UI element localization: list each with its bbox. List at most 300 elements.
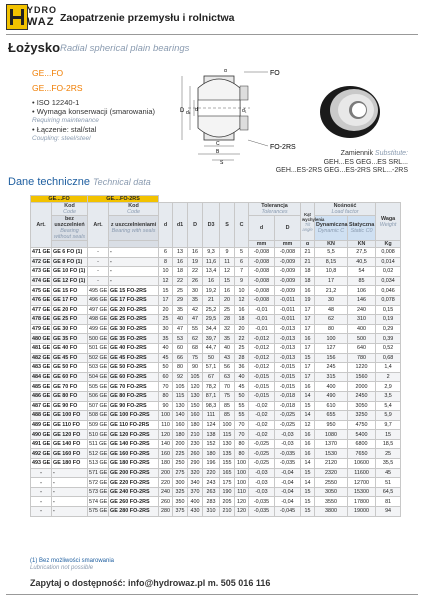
table-cell: 5 <box>235 248 249 258</box>
dim-dk-label: dₖ <box>186 110 191 116</box>
feature-item-en: Coupling: steel/steel <box>32 135 91 142</box>
table-cell: 315 <box>315 372 348 382</box>
table-cell: -0,01 <box>249 305 275 315</box>
table-cell: 400 <box>188 497 203 507</box>
table-cell: 0,046 <box>376 286 401 296</box>
table-cell: 1,4 <box>376 363 401 373</box>
table-cell: 497 GE <box>89 306 108 313</box>
table-cell: 220 <box>159 478 173 488</box>
table-row <box>31 295 401 305</box>
table-cell: 513 GE <box>89 460 108 467</box>
table-cell: 640 <box>348 343 376 353</box>
table-cell: 196 <box>203 459 220 469</box>
table-cell: 106 <box>348 286 376 296</box>
table-cell: 30 <box>159 324 173 334</box>
table-cell: 160 <box>159 449 173 459</box>
feature-item-en: Requiring maintenance <box>32 117 99 124</box>
table-cell: 503 GE <box>89 364 108 371</box>
table-cell: - <box>109 248 159 258</box>
section-title-en: Technical data <box>93 177 151 187</box>
col-weight: Waga Weight <box>376 203 401 241</box>
table-cell: 175 <box>220 478 235 488</box>
table-cell: 22 <box>173 276 188 286</box>
table-cell: 100 <box>235 459 249 469</box>
table-cell: - <box>88 276 109 286</box>
table-cell: 17800 <box>348 497 376 507</box>
table-cell: - <box>88 257 109 267</box>
table-cell: 17 <box>159 295 173 305</box>
table-cell: 225 <box>173 449 188 459</box>
table-cell: GE 25 FO <box>52 315 88 325</box>
table-cell: - <box>31 468 52 478</box>
table-cell: 15 <box>159 286 173 296</box>
table-cell: - <box>52 507 88 517</box>
table-cell: 505 GE <box>89 383 108 390</box>
col-art: Art. <box>31 203 52 248</box>
table-cell: 15 <box>376 430 401 440</box>
table-cell: GE 6 FO (1) <box>52 248 88 258</box>
table-cell: 127 <box>315 343 348 353</box>
table-cell: 92 <box>173 372 188 382</box>
table-cell: 115 <box>173 391 188 401</box>
table-cell: GE 20 FO-2RS <box>109 305 159 315</box>
table-cell: -0,009 <box>275 276 301 286</box>
table-cell: 19,2 <box>203 286 220 296</box>
table-cell: GE 140 FO <box>52 439 88 449</box>
page-header <box>0 0 424 34</box>
table-cell: 15 <box>301 401 315 411</box>
table-cell: 156 <box>315 353 348 363</box>
table-cell: 2000 <box>348 382 376 392</box>
table-cell: 0,68 <box>376 353 401 363</box>
table-cell: GE 90 FO-2RS <box>109 401 159 411</box>
table-cell: 138 <box>203 430 220 440</box>
table-body <box>31 248 401 517</box>
table-cell: 160 <box>173 420 188 430</box>
section-title-pl: Dane techniczne <box>8 176 90 188</box>
table-row <box>31 305 401 315</box>
table-cell: 15300 <box>348 487 376 497</box>
table-cell: -0,01 <box>249 315 275 325</box>
table-cell: -0,015 <box>249 382 275 392</box>
table-cell: -0,035 <box>249 497 275 507</box>
table-cell: 51 <box>376 478 401 488</box>
table-cell: 40,5 <box>348 257 376 267</box>
table-cell: 28 <box>235 353 249 363</box>
table-cell: -0,008 <box>249 257 275 267</box>
table-cell: 120 <box>235 497 249 507</box>
col-kod: Kod Code <box>52 203 88 216</box>
table-cell: 19 <box>301 295 315 305</box>
table-cell: 489 GE <box>32 421 51 428</box>
table-cell: 16 <box>301 430 315 440</box>
table-cell: 370 <box>188 487 203 497</box>
dim-S-label: S <box>220 160 224 166</box>
table-cell: 16 <box>188 248 203 258</box>
table-cell: 11600 <box>348 468 376 478</box>
table-cell: 16 <box>301 439 315 449</box>
table-cell: 498 GE <box>89 316 108 323</box>
table-cell: 14 <box>301 391 315 401</box>
table-cell: 10,8 <box>315 267 348 277</box>
table-cell: 472 GE <box>32 258 51 265</box>
bearing-photo <box>316 80 386 140</box>
table-cell: 11,6 <box>203 257 220 267</box>
table-cell: 430 <box>188 507 203 517</box>
table-cell: -0,013 <box>275 324 301 334</box>
table-cell: 135 <box>220 449 235 459</box>
table-cell: 488 GE <box>32 412 51 419</box>
table-cell: - <box>109 257 159 267</box>
table-cell: GE 280 FO-2RS <box>109 507 159 517</box>
footnote-en: Lubrication not possible <box>30 565 94 571</box>
table-cell: GE 40 FO-2RS <box>109 343 159 353</box>
table-cell: 484 GE <box>32 374 51 381</box>
table-cell: 34,4 <box>203 324 220 334</box>
table-cell: GE 200 FO-2RS <box>109 468 159 478</box>
table-cell: GE 17 FO-2RS <box>109 295 159 305</box>
product-code: GE...FO-2RS <box>32 83 83 93</box>
table-cell: -0,025 <box>275 420 301 430</box>
table-cell: 63 <box>220 372 235 382</box>
table-cell: 11 <box>220 257 235 267</box>
unit-kg: Kg <box>376 241 401 248</box>
table-cell: 310 <box>348 315 376 325</box>
col-C: C <box>235 203 249 248</box>
table-cell: 495 GE <box>89 287 108 294</box>
table-row <box>31 343 401 353</box>
table-cell: 12 <box>220 267 235 277</box>
company-tagline: Zaopatrzenie przemysłu i rolnictwa <box>60 12 235 24</box>
table-row <box>31 372 401 382</box>
table-cell: -0,008 <box>249 286 275 296</box>
table-row <box>31 507 401 517</box>
table-cell: - <box>52 487 88 497</box>
table-cell: 485 GE <box>32 383 51 390</box>
table-cell: 17 <box>301 324 315 334</box>
table-cell: - <box>109 267 159 277</box>
table-cell: 60 <box>159 372 173 382</box>
table-cell: -0,015 <box>275 372 301 382</box>
table-cell: 220 <box>203 468 220 478</box>
table-cell: GE 220 FO-2RS <box>109 478 159 488</box>
table-cell: 35 <box>220 334 235 344</box>
table-cell: 507 GE <box>89 402 108 409</box>
table-cell: 16 <box>220 286 235 296</box>
table-cell: 509 GE <box>89 421 108 428</box>
table-cell: 10 <box>159 267 173 277</box>
col-load: Nośność Load factor <box>315 203 376 216</box>
table-cell: GE 10 FO (1) <box>52 267 88 277</box>
table-row <box>31 487 401 497</box>
table-cell: GE 40 FO <box>52 343 88 353</box>
feature-list <box>32 98 155 143</box>
table-cell: 205 <box>220 497 235 507</box>
table-row <box>31 267 401 277</box>
table-cell: 1220 <box>348 363 376 373</box>
table-cell: 19 <box>188 257 203 267</box>
table-cell: GE 50 FO <box>52 363 88 373</box>
col-static: Statyczna Static C0 <box>348 216 376 241</box>
table-cell: 17 <box>301 305 315 315</box>
table-row <box>31 468 401 478</box>
table-cell: 9,7 <box>376 420 401 430</box>
table-cell: -0,018 <box>275 391 301 401</box>
unit-deg: α <box>301 241 315 248</box>
table-cell: 146 <box>348 295 376 305</box>
table-cell: 16 <box>301 334 315 344</box>
table-cell: 491 GE <box>32 441 51 448</box>
feature-item: • ISO 12240-1 <box>32 98 80 107</box>
substitute-line: GEH...ES GEG...ES SRL... <box>323 158 408 166</box>
feature-item: • Wymaga konserwacji (smarowania) <box>32 107 156 116</box>
table-cell: 16 <box>235 305 249 315</box>
table-cell: 780 <box>348 353 376 363</box>
table-cell: 180 <box>159 459 173 469</box>
table-cell: 55 <box>235 401 249 411</box>
page-subtitle: Radial spherical plain bearings <box>60 43 190 54</box>
table-row <box>31 411 401 421</box>
table-cell: 12 <box>301 420 315 430</box>
company-logo <box>6 4 58 30</box>
header-divider <box>6 34 418 35</box>
table-cell: -0,03 <box>249 468 275 478</box>
substitute-line: GEH...ES-2RS GEG...ES-2RS SRL...-2RS <box>275 167 408 174</box>
table-cell: -0,03 <box>275 430 301 440</box>
table-cell: -0,013 <box>275 334 301 344</box>
table-cell: 35,5 <box>376 459 401 469</box>
table-cell: 18,5 <box>376 439 401 449</box>
table-cell: GE 100 FO-2RS <box>109 411 159 421</box>
table-cell: -0,008 <box>249 267 275 277</box>
table-cell: 15 <box>220 276 235 286</box>
table-cell: GE 260 FO-2RS <box>109 497 159 507</box>
table-cell: GE 45 FO-2RS <box>109 353 159 363</box>
table-cell: 22 <box>235 334 249 344</box>
table-cell: 490 GE <box>32 431 51 438</box>
table-cell: 12 <box>235 295 249 305</box>
table-cell: 70 <box>235 420 249 430</box>
table-cell: 152 <box>203 439 220 449</box>
table-cell: 25 <box>159 315 173 325</box>
table-cell: 60 <box>173 343 188 353</box>
table-cell: 0,29 <box>376 324 401 334</box>
table-cell: 501 GE <box>89 345 108 352</box>
table-cell: 40 <box>159 343 173 353</box>
table-cell: 7650 <box>348 449 376 459</box>
technical-data-table <box>30 195 401 517</box>
table-cell: 10 <box>235 286 249 296</box>
col-tolerance: Tolerancja Tolerances <box>249 203 301 216</box>
col-tol-d: d <box>249 216 275 241</box>
table-cell: 17 <box>301 315 315 325</box>
table-cell: 111 <box>203 411 220 421</box>
table-cell: 100 <box>235 478 249 488</box>
table-cell: 506 GE <box>89 393 108 400</box>
table-cell: 8 <box>159 257 173 267</box>
table-cell: 243 <box>203 478 220 488</box>
table-cell: 78,2 <box>203 382 220 392</box>
col-kod-2: Kod Code <box>109 203 159 216</box>
table-cell: 475 GE <box>32 287 51 294</box>
fo2rs-label: FO-2RS <box>270 144 296 151</box>
table-cell: -0,01 <box>249 324 275 334</box>
table-cell: 16 <box>301 382 315 392</box>
table-cell: 15 <box>301 468 315 478</box>
footnote: (1) Bez możliwości smarowania <box>30 558 115 564</box>
table-cell: 110 <box>235 487 249 497</box>
table-cell: -0,008 <box>275 248 301 258</box>
table-cell: 47 <box>188 315 203 325</box>
table-row <box>31 382 401 392</box>
table-cell: 1080 <box>315 430 348 440</box>
table-cell: - <box>31 507 52 517</box>
logo-text-bottom: WAZ <box>27 16 55 28</box>
table-cell: 340 <box>188 478 203 488</box>
table-row <box>31 478 401 488</box>
table-cell: -0,035 <box>249 507 275 517</box>
table-cell: 400 <box>348 324 376 334</box>
col-d: d <box>159 203 173 248</box>
table-cell: GE 17 FO <box>52 295 88 305</box>
table-cell: 15 <box>301 497 315 507</box>
dim-d1-label: d₁ <box>242 108 247 114</box>
table-cell: -0,025 <box>249 449 275 459</box>
dim-C-label: C <box>216 141 220 147</box>
col-tol-D: D <box>275 216 301 241</box>
table-cell: 479 GE <box>32 326 51 333</box>
table-cell: 496 GE <box>89 297 108 304</box>
table-cell: 493 GE <box>32 460 51 467</box>
table-cell: 62 <box>188 334 203 344</box>
table-cell: 50 <box>159 363 173 373</box>
table-cell: GE 20 FO <box>52 305 88 315</box>
table-cell: 16 <box>301 449 315 459</box>
table-cell: 325 <box>173 487 188 497</box>
table-cell: 6 <box>235 257 249 267</box>
table-cell: 2320 <box>315 468 348 478</box>
table-cell: GE 30 FO-2RS <box>109 324 159 334</box>
table-cell: 75 <box>188 353 203 363</box>
table-cell: 210 <box>220 507 235 517</box>
table-cell: -0,009 <box>275 257 301 267</box>
table-cell: 483 GE <box>32 364 51 371</box>
table-cell: 210 <box>188 430 203 440</box>
table-cell: 48 <box>315 305 348 315</box>
table-cell: - <box>31 478 52 488</box>
table-cell: 6 <box>159 248 173 258</box>
table-cell: - <box>88 248 109 258</box>
table-cell: 20 <box>220 295 235 305</box>
table-cell: 160 <box>188 411 203 421</box>
table-cell: 115 <box>220 430 235 440</box>
table-cell: 130 <box>188 391 203 401</box>
table-cell: -0,009 <box>275 267 301 277</box>
table-cell: 512 GE <box>89 450 108 457</box>
table-cell: 263 <box>203 487 220 497</box>
table-row <box>31 459 401 469</box>
table-cell: 50 <box>203 353 220 363</box>
table-cell: 32 <box>220 324 235 334</box>
table-cell: 35 <box>159 334 173 344</box>
table-cell: 16 <box>301 286 315 296</box>
table-cell: 2 <box>376 372 401 382</box>
table-cell: GE 160 FO <box>52 449 88 459</box>
col-dynamic: Dynamiczna Dynamic C <box>315 216 348 241</box>
table-cell: -0,008 <box>249 248 275 258</box>
table-cell: 500 GE <box>89 335 108 342</box>
table-cell: 511 GE <box>89 441 107 448</box>
table-cell: 4750 <box>348 420 376 430</box>
table-cell: 0,008 <box>376 248 401 258</box>
table-cell: 124 <box>203 420 220 430</box>
table-cell: -0,015 <box>249 391 275 401</box>
table-cell: 12700 <box>348 478 376 488</box>
table-cell: 14 <box>301 411 315 421</box>
table-cell: 150 <box>188 401 203 411</box>
table-row <box>31 420 401 430</box>
table-row <box>31 363 401 373</box>
unit-kn: KN <box>348 241 376 248</box>
product-codes <box>32 66 83 96</box>
table-cell: - <box>109 276 159 286</box>
table-cell: GE 60 FO <box>52 372 88 382</box>
unit-mm: mm <box>249 241 275 248</box>
table-cell: 27,5 <box>348 248 376 258</box>
table-cell: 25 <box>376 449 401 459</box>
table-cell: 62 <box>315 315 348 325</box>
table-cell: 20 <box>159 305 173 315</box>
table-cell: 100 <box>220 420 235 430</box>
table-cell: - <box>88 267 109 277</box>
dim-alpha-label: α <box>224 68 227 74</box>
table-cell: 100 <box>235 468 249 478</box>
table-cell: 13,4 <box>203 267 220 277</box>
table-cell: GE 35 FO <box>52 334 88 344</box>
table-cell: 70 <box>220 382 235 392</box>
table-cell: -0,02 <box>249 420 275 430</box>
col-d1: d1 <box>173 203 188 248</box>
table-cell: - <box>31 487 52 497</box>
table-cell: -0,02 <box>249 401 275 411</box>
table-cell: 155 <box>220 459 235 469</box>
table-cell: 471 GE <box>32 249 51 256</box>
table-cell: -0,025 <box>249 439 275 449</box>
col-with-seals: z uszczelnieniami Bearing with seals <box>109 216 159 241</box>
table-cell: 180 <box>188 420 203 430</box>
substitute-title-en: Substitute: <box>374 150 408 157</box>
table-cell: 3,5 <box>376 391 401 401</box>
table-cell: 1530 <box>315 449 348 459</box>
logo-text-top: YDRO <box>27 5 58 15</box>
feature-item: • Łączenie: stal/stal <box>32 125 97 134</box>
table-cell: 90 <box>188 363 203 373</box>
dim-B-label: B <box>216 149 220 155</box>
table-cell: 502 GE <box>89 354 108 361</box>
table-cell: 70 <box>159 382 173 392</box>
table-cell: 19000 <box>348 507 376 517</box>
table-cell: -0,012 <box>249 334 275 344</box>
table-cell: GE 8 FO (1) <box>52 257 88 267</box>
col-without-seals: bez uszczelnień Bearing without seals <box>52 216 88 241</box>
table-cell: 15 <box>301 353 315 363</box>
table-cell: 36 <box>235 363 249 373</box>
col-D: D <box>188 203 203 248</box>
table-cell: -0,008 <box>249 276 275 286</box>
table-cell: 80 <box>235 449 249 459</box>
col-S: S <box>220 203 235 248</box>
table-cell: GE 80 FO-2RS <box>109 391 159 401</box>
